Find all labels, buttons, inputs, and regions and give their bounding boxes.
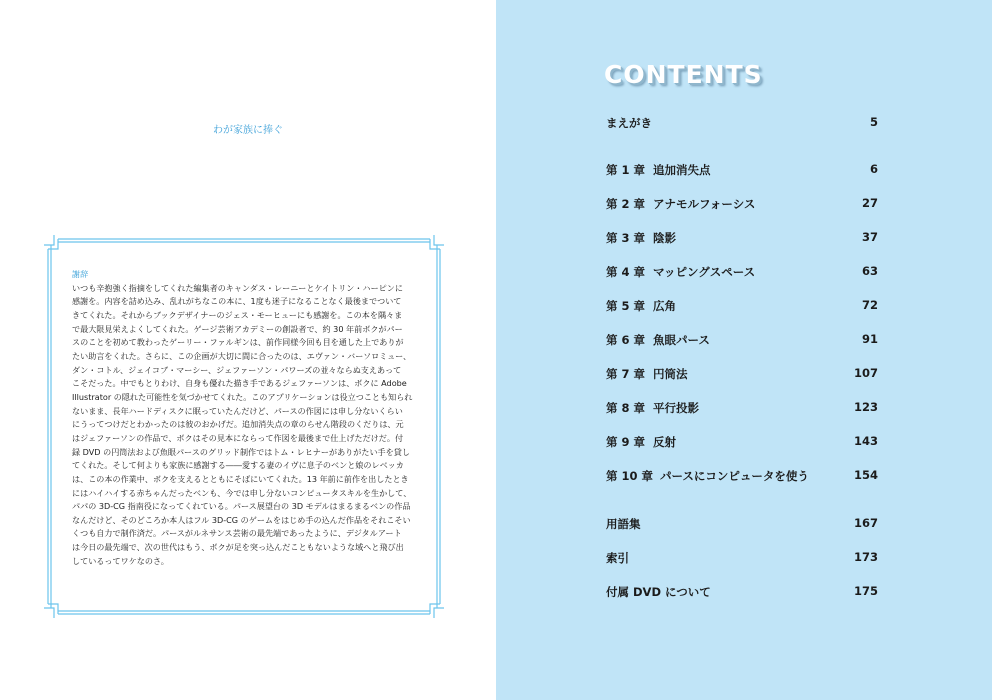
toc-page-number: 5	[869, 115, 878, 129]
toc-page-number: 63	[861, 264, 878, 278]
acknowledgements	[72, 268, 420, 568]
toc-title: 付属 DVD について	[606, 585, 711, 599]
ack-line: にうってつけだとわかったのは彼のおかげだ。追加消失点の章のらせん階段のくだりは、元	[72, 419, 404, 430]
toc-page-number: 72	[861, 298, 878, 312]
ack-line: にはハイハイする赤ちゃんだったベンも、今では申し分ないコンピュータスキルを生かして、	[72, 487, 412, 498]
toc-title: 索引	[606, 551, 629, 565]
ack-line: ないまま、長年ハードディスクに眠っていたんだけど、パースの作図には申し分ないくらい	[72, 405, 403, 416]
acknowledgements-title: 謝辞	[72, 269, 89, 279]
toc-entry[interactable]	[606, 584, 878, 600]
ack-line: は、この本の作業中、ボクを支えるとともにそばにいてくれた。13 年前に前作を出したとき	[72, 473, 409, 484]
toc-entry[interactable]	[606, 230, 878, 246]
toc-title: 広角	[653, 299, 676, 313]
toc-chapter-number: 第 3 章	[606, 231, 646, 245]
toc-chapter-number: 第 6 章	[606, 333, 646, 347]
toc-page-number: 143	[853, 434, 878, 448]
toc-entry[interactable]	[606, 366, 878, 382]
toc-entry[interactable]	[606, 400, 878, 416]
ack-line: はジェファーソンの作品で、ボクはその見本にならって作図を最後まで仕上げただけだ。付	[72, 432, 404, 443]
toc-title: 魚眼パース	[653, 333, 710, 347]
toc-entry[interactable]	[606, 298, 878, 314]
toc-entry[interactable]	[606, 196, 878, 212]
toc-page-number: 167	[853, 516, 878, 530]
toc-title: パースにコンピュータを使う	[660, 469, 809, 483]
ack-line: くつも自力で制作済だ。パースがルネサンス芸術の最先端であったように、デジタルアート	[72, 528, 402, 539]
toc-chapter-number: 第 8 章	[606, 401, 646, 415]
toc-title: マッピングスペース	[653, 265, 756, 279]
toc-title: 追加消失点	[653, 163, 711, 177]
ack-line: しているってワケなのさ。	[72, 555, 169, 566]
toc-entry[interactable]	[606, 264, 878, 280]
toc-page-number: 91	[861, 332, 878, 346]
toc-title: まえがき	[606, 116, 652, 130]
ack-line: は今日の最先端で、次の世代はもう、ボクが足を突っ込んだこともないような域へと飛び出	[72, 542, 404, 553]
toc-page-number: 175	[853, 584, 878, 598]
ack-line: こそだった。中でもとりわけ、自身も優れた描き手であるジェファーソンは、ボクに Adobe	[72, 378, 407, 389]
dedication: わが家族に捧ぐ	[213, 125, 283, 136]
ack-line: なんだけど、そのどころか本人はフル 3D-CG のゲームをはじめ手の込んだ作品をそれこそい	[72, 514, 411, 525]
toc-chapter-number: 第 9 章	[606, 435, 646, 449]
toc-page-number: 123	[853, 400, 878, 414]
contents-heading: CONTENTS	[604, 60, 763, 89]
toc-page-number: 154	[853, 468, 878, 482]
toc-entry[interactable]	[606, 550, 878, 566]
ack-line: てくれた。そして何よりも家族に感謝する――愛する妻のイヴに息子のベンと娘のレベッカ	[72, 460, 404, 471]
toc-chapter-number: 第 10 章	[606, 469, 654, 483]
toc-entry[interactable]	[606, 468, 878, 484]
toc-title: 用語集	[606, 517, 641, 531]
toc-page-number: 6	[869, 162, 878, 176]
ack-line: たい助言をくれた。さらに、この企画が大切に間に合ったのは、エヴァン・バーソロミュー、	[72, 350, 412, 361]
toc-chapter-number: 第 7 章	[606, 367, 646, 381]
toc-entry[interactable]	[606, 516, 878, 532]
toc-chapter-number: 第 1 章	[606, 163, 646, 177]
toc-title: 平行投影	[653, 401, 699, 415]
toc-entry[interactable]	[606, 115, 878, 131]
ack-line: スのことを初めて教わったゲーリー・ファルギンは、前作同様今回も目を通した上でありが	[72, 337, 404, 348]
toc-title: 陰影	[653, 231, 676, 245]
toc-entry[interactable]	[606, 434, 878, 450]
toc-chapter-number: 第 5 章	[606, 299, 646, 313]
toc-title: アナモルフォーシス	[653, 197, 756, 211]
ack-line: 感謝を。内容を詰め込み、乱れがちなこの本に、1度も迷子になることなく最後までついて	[72, 296, 402, 307]
toc-entry[interactable]	[606, 162, 878, 178]
ack-line: ダン・コトル、ジェイコブ・マーシー、ジェファーソン・パワーズの並々ならぬ支えあって	[72, 364, 402, 375]
toc-page-number: 27	[861, 196, 878, 210]
ack-line: 録 DVD の円筒法および魚眼パースのグリッド制作ではトム・レヒナーがありがたい手を貸し	[72, 446, 410, 457]
toc-page-number: 37	[861, 230, 878, 244]
right-page	[496, 0, 992, 700]
toc-page-number: 173	[853, 550, 878, 564]
ack-line: で最大限見栄えよくしてくれた。ゲージ芸術アカデミーの創設者で、約 30 年前ボクがパー	[72, 323, 403, 334]
ack-line: Illustrator の隠れた可能性を気づかせてくれた。このアプリケーションは役立つことも知られ	[72, 391, 413, 402]
ack-line: いつも辛抱強く指摘をしてくれた編集者のキャンダス・レーニーとケイトリン・ハーピンに	[72, 282, 403, 293]
toc-chapter-number: 第 4 章	[606, 265, 646, 279]
toc-page-number: 107	[853, 366, 878, 380]
toc-title: 反射	[653, 435, 676, 449]
toc-title: 円筒法	[653, 367, 688, 381]
toc-entry[interactable]	[606, 332, 878, 348]
toc-chapter-number: 第 2 章	[606, 197, 646, 211]
ack-line: きてくれた。それからブックデザイナーのジェス・モーヒューにも感謝を。この本を隅々ま	[72, 309, 403, 320]
ack-line: パパの 3D-CG 指南役になってくれている。パース展望台の 3D モデルはまるまるベンの作品	[72, 501, 411, 512]
